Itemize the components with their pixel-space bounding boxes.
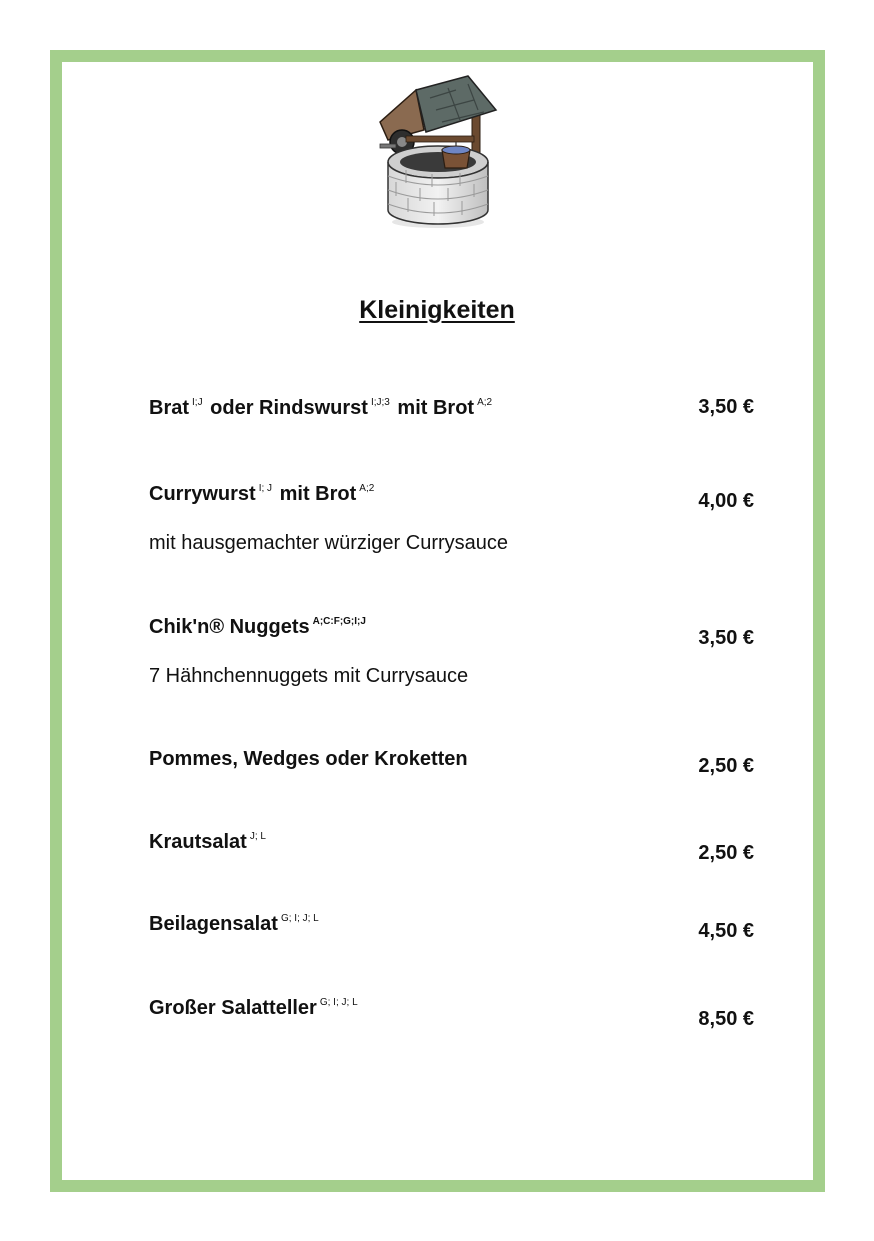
menu-item xyxy=(149,997,360,1020)
allergen-codes: I;J;3 xyxy=(370,397,390,408)
item-name: Beilagensalat $^{G; I; J; L}$ xyxy=(149,913,319,935)
menu-item xyxy=(149,397,494,420)
item-name: Chik'n® Nuggets $^{A;C:F;G;I;J}$ xyxy=(149,616,366,638)
item-name: Pommes, Wedges oder Kroketten xyxy=(149,748,468,770)
allergen-codes: J; L xyxy=(249,831,266,842)
page-title: Kleinigkeiten xyxy=(359,296,515,324)
item-name: Brat $^{I;J}$ oder Rindswurst $^{I;J;3}$ mit Brot $^{A;2}$ xyxy=(149,397,493,419)
item-description: 7 Hähnchennuggets mit Currysauce xyxy=(149,665,469,687)
menu-item xyxy=(149,483,508,555)
item-price: 4,50 € xyxy=(698,920,754,942)
menu-item xyxy=(149,748,468,771)
allergen-codes: A;2 xyxy=(477,397,493,408)
item-price: 8,50 € xyxy=(698,1008,754,1030)
allergen-codes: A;C:F;G;I;J xyxy=(312,616,366,627)
item-price: 2,50 € xyxy=(698,755,754,777)
allergen-codes: A;2 xyxy=(359,483,375,494)
allergen-codes: I; J xyxy=(258,483,273,494)
menu-item xyxy=(149,831,268,854)
item-price: 2,50 € xyxy=(698,842,754,864)
item-price: 3,50 € xyxy=(698,627,754,649)
item-price: 3,50 € xyxy=(698,396,754,418)
item-name: Krautsalat $^{J; L}$ xyxy=(149,831,266,853)
allergen-codes: G; I; J; L xyxy=(319,997,358,1008)
menu-item xyxy=(149,616,468,688)
item-price: 4,00 € xyxy=(698,490,754,512)
item-description: mit hausgemachter würziger Currysauce xyxy=(149,532,509,554)
wishing-well-icon xyxy=(372,70,498,230)
item-name: Currywurst $^{I; J}$ mit Brot $^{A;2}$ xyxy=(149,483,375,505)
item-name: Großer Salatteller $^{G; I; J; L}$ xyxy=(149,997,358,1019)
allergen-codes: G; I; J; L xyxy=(280,913,319,924)
menu-item xyxy=(149,913,321,936)
allergen-codes: I;J xyxy=(192,397,203,408)
